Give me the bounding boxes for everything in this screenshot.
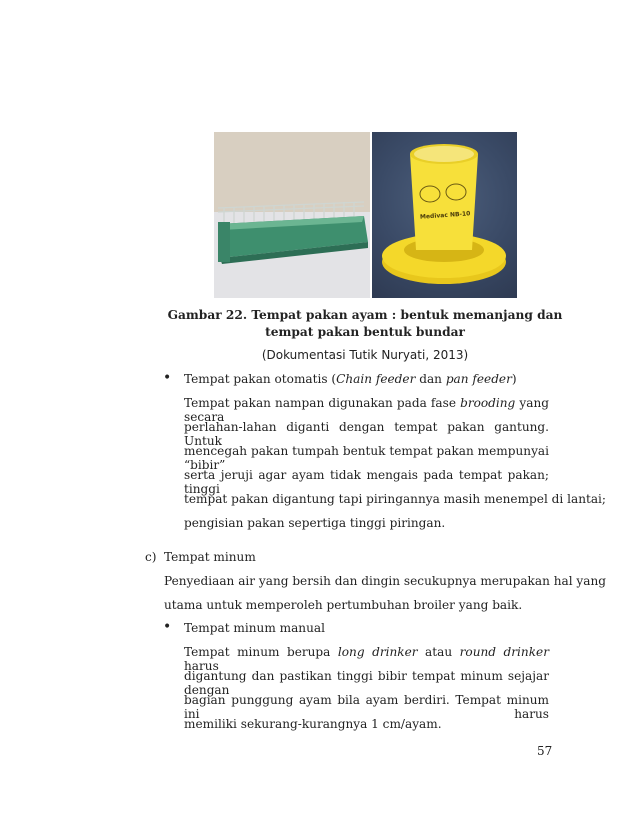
round-feeder-photo bbox=[372, 132, 517, 298]
bullet1-line-5: tempat pakan digantung tapi piringannya masih menempel di lantai; bbox=[184, 492, 606, 506]
figure-credit: (Dokumentasi Tutik Nuryati, 2013) bbox=[261, 348, 469, 362]
bullet-marker: • bbox=[163, 370, 172, 386]
section-c-marker: c) bbox=[145, 550, 157, 564]
bullet1-line-2: perlahan-lahan diganti dengan tempat pakan gantung. Untuk bbox=[184, 420, 549, 448]
bullet1-line-6: pengisian pakan sepertiga tinggi piringan. bbox=[184, 516, 446, 530]
figure-photos bbox=[214, 132, 517, 298]
figure-caption bbox=[150, 307, 580, 341]
section-c-para-line-2: utama untuk memperoleh pertumbuhan broiler yang baik. bbox=[164, 598, 523, 612]
section-c-para-line-1: Penyediaan air yang bersih dan dingin secukupnya merupakan hal yang bbox=[164, 574, 606, 588]
page-number: 57 bbox=[537, 744, 553, 758]
bullet1-line-4: serta jeruji agar ayam tidak mengais pada tempat pakan; tinggi bbox=[184, 468, 549, 496]
bullet2-line-4: memiliki sekurang-kurangnya 1 cm/ayam. bbox=[184, 717, 442, 731]
caption-line-2: tempat pakan bentuk bundar bbox=[265, 325, 465, 339]
long-feeder-photo bbox=[214, 132, 370, 298]
bullet2-title: Tempat minum manual bbox=[184, 621, 325, 635]
caption-line-1: Gambar 22. Tempat pakan ayam : bentuk memanjang dan bbox=[167, 308, 563, 322]
bullet1-line-1: Tempat pakan nampan digunakan pada fase brooding yang secara bbox=[184, 396, 549, 424]
feeder-brand-label: Medivac NB-10 bbox=[419, 210, 471, 221]
bullet2-line-2: digantung dan pastikan tinggi bibir tempat minum sejajar dengan bbox=[184, 669, 549, 697]
bullet2-line-1: Tempat minum berupa long drinker atau round drinker harus bbox=[184, 645, 549, 673]
bullet2-line-3: bagian punggung ayam bila ayam berdiri. Tempat minum ini harus bbox=[184, 693, 549, 721]
section-c-title: Tempat minum bbox=[164, 550, 256, 564]
bullet-marker: • bbox=[163, 619, 172, 635]
bullet1-title: Tempat pakan otomatis (Chain feeder dan pan feeder) bbox=[184, 372, 517, 386]
bullet1-line-3: mencegah pakan tumpah bentuk tempat pakan mempunyai “bibir” bbox=[184, 444, 549, 472]
